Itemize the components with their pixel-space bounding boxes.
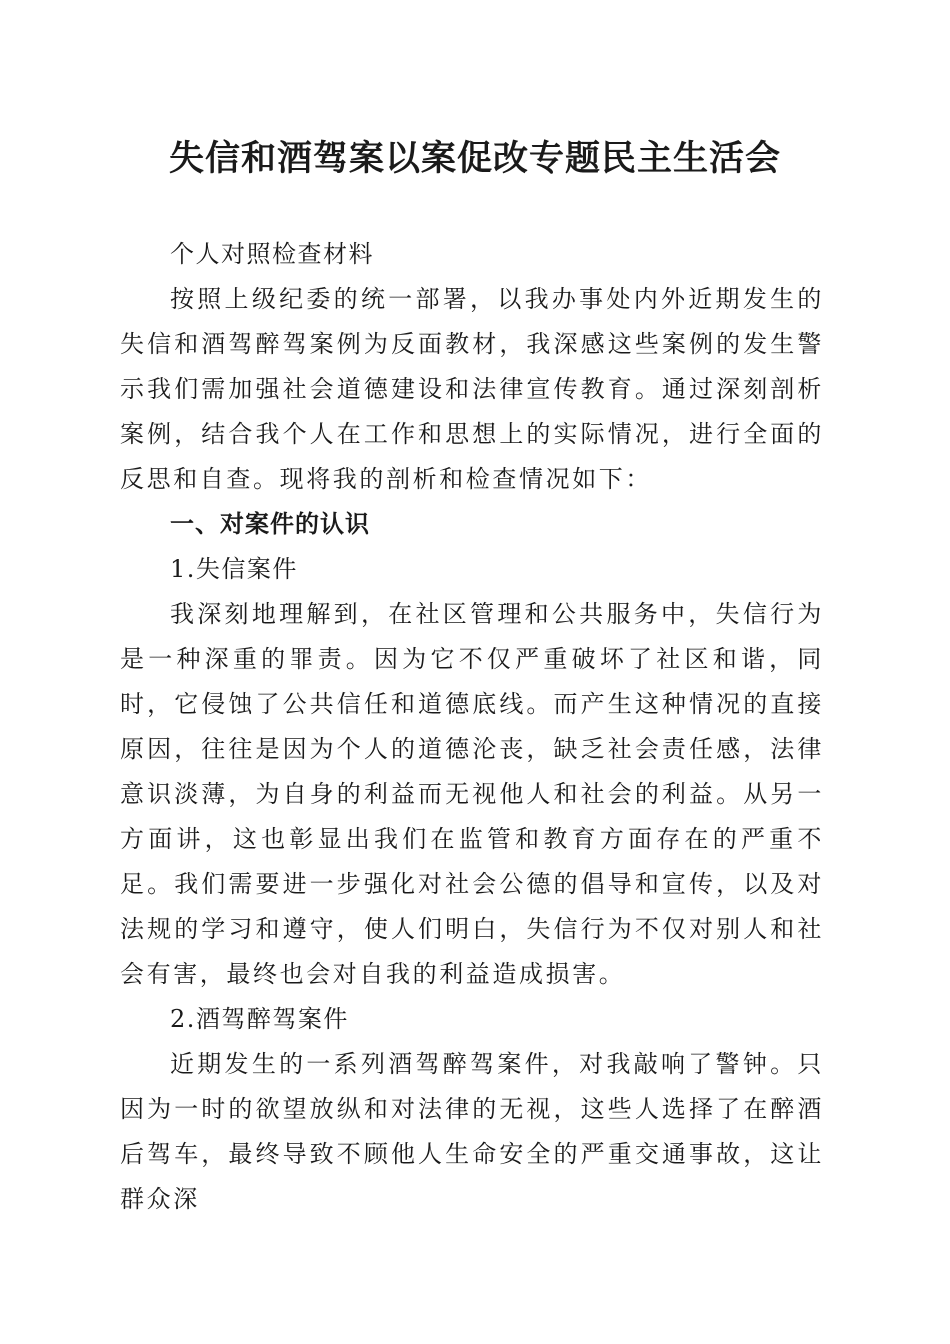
document-subtitle: 个人对照检查材料: [170, 240, 374, 268]
item-heading: 2.酒驾醉驾案件: [170, 1005, 349, 1033]
item-paragraph: 我深刻地理解到，在社区管理和公共服务中，失信行为是一种深重的罪责。因为它不仅严重破坏了社区和谐，同时，它侵蚀了公共信任和道德底线。而产生这种情况的直接原因，往往是因为个人的道德沦丧，缺乏社会责任感，法律意识淡薄，为自身的利益而无视他人和社会的利益。从另一方面讲，这也彰显出我们在监管和教育方面存在的严重不足。我们需要进一步强化对社会公德的倡导和宣传，以及对法规的学习和遵守，使人们明白，失信行为不仅对别人和社会有害，最终也会对自我的利益造成损害。: [120, 600, 824, 988]
item-heading: 1.失信案件: [170, 555, 298, 583]
intro-paragraph: 按照上级纪委的统一部署，以我办事处内外近期发生的失信和酒驾醉驾案例为反面教材，我深感这些案例的发生警示我们需加强社会道德建设和法律宣传教育。通过深刻剖析案例，结合我个人在工作和思想上的实际情况，进行全面的反思和自查。现将我的剖析和检查情况如下：: [120, 285, 824, 493]
section-heading: 一、对案件的认识: [170, 510, 370, 538]
document-body: [120, 232, 824, 1222]
document-title: 失信和酒驾案以案促改专题民主生活会: [168, 138, 781, 179]
item-paragraph: 近期发生的一系列酒驾醉驾案件，对我敲响了警钟。只因为一时的欲望放纵和对法律的无视，这些人选择了在醉酒后驾车，最终导致不顾他人生命安全的严重交通事故，这让群众深: [120, 1050, 824, 1213]
